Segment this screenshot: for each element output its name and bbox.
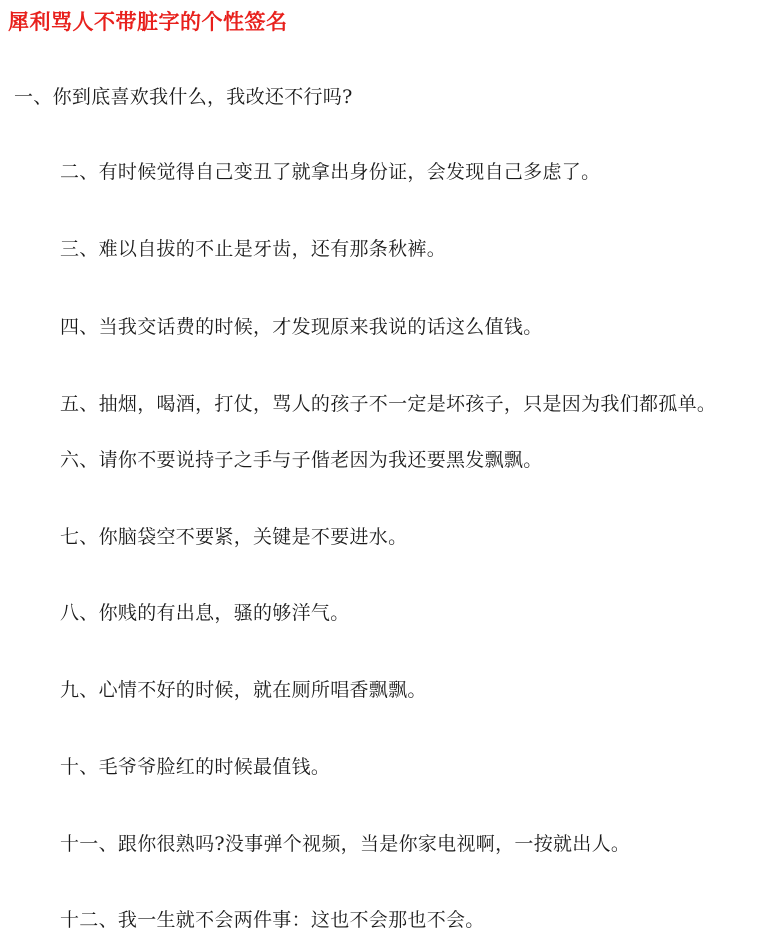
page-title: 犀利骂人不带脏字的个性签名 xyxy=(8,9,288,34)
list-item: 八、你贱的有出息，骚的够洋气。 xyxy=(60,602,350,624)
list-item: 三、难以自拔的不止是牙齿，还有那条秋裤。 xyxy=(60,238,447,260)
list-item: 七、你脑袋空不要紧，关键是不要进水。 xyxy=(60,526,408,548)
list-item: 九、心情不好的时候，就在厕所唱香飘飘。 xyxy=(60,679,427,701)
list-item: 四、当我交话费的时候，才发现原来我说的话这么值钱。 xyxy=(60,316,543,338)
list-item: 二、有时候觉得自己变丑了就拿出身份证，会发现自己多虑了。 xyxy=(60,161,601,183)
list-item: 十二、我一生就不会两件事：这也不会那也不会。 xyxy=(60,909,485,931)
list-item: 五、抽烟，喝酒，打仗，骂人的孩子不一定是坏孩子，只是因为我们都孤单。 xyxy=(60,393,717,415)
list-item: 十、毛爷爷脸红的时候最值钱。 xyxy=(60,756,331,778)
list-item: 一、你到底喜欢我什么，我改还不行吗? xyxy=(14,86,353,108)
list-item: 十一、跟你很熟吗?没事弹个视频，当是你家电视啊，一按就出人。 xyxy=(60,833,631,855)
list-item: 六、请你不要说持子之手与子偕老因为我还要黑发飘飘。 xyxy=(60,449,543,471)
